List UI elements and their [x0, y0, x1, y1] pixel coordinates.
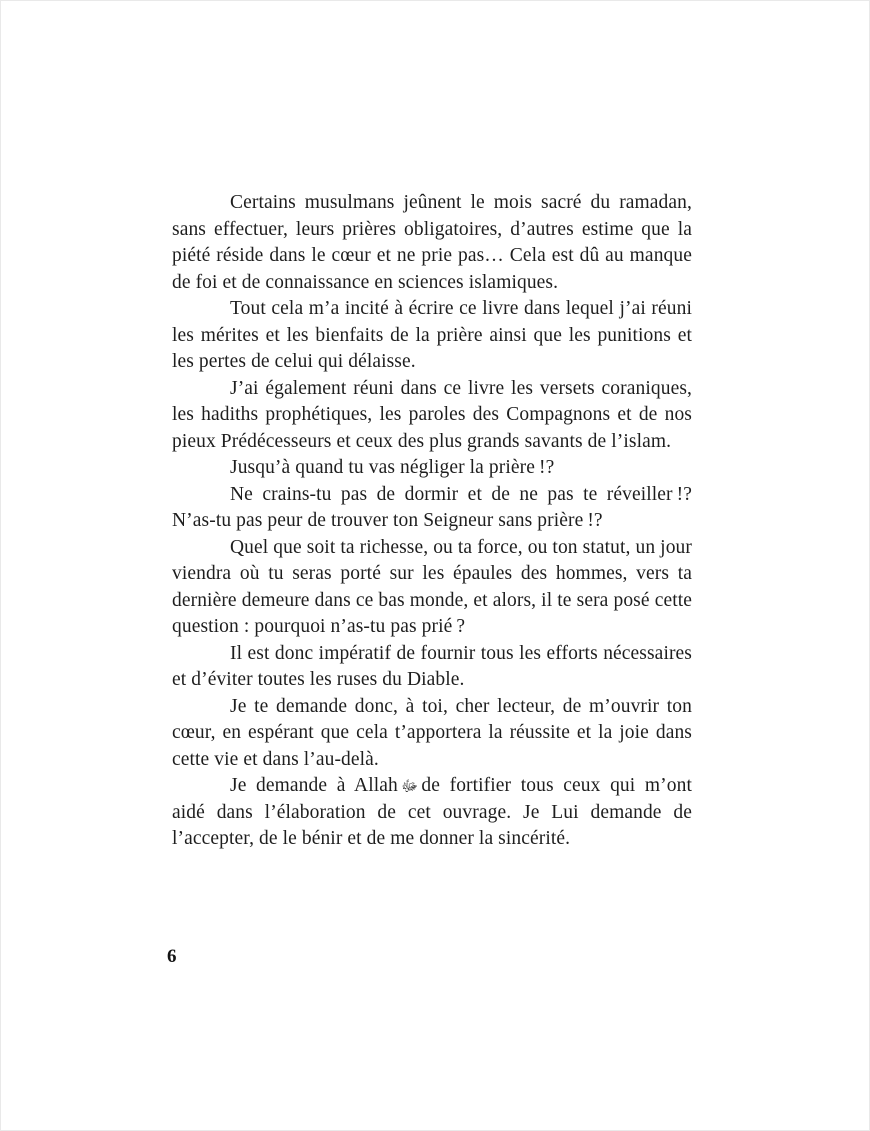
paragraph: J’ai également réuni dans ce livre les versets coraniques, les hadiths prophétiques, les paroles des Compagnons et de nos pieux Prédécesseurs et ceux des plus grands savants de l’islam.	[172, 377, 692, 452]
paragraph: Il est donc impératif de fournir tous les efforts nécessaires et d’éviter toutes les ruses du Diable.	[172, 642, 692, 690]
paragraph: Jusqu’à quand tu vas négliger la prière !?	[230, 457, 555, 478]
paragraph: Certains musulmans jeûnent le mois sacré du ramadan, sans effectuer, leurs prières obligatoires, d’autres estime que la piété réside dans le cœur et ne prie pas… Cela est dû au manque de foi et de connaissance en sciences islamiques.	[172, 192, 692, 293]
paragraph: Quel que soit ta richesse, ou ta force, ou ton statut, un jour viendra où tu seras porté sur les épaules des hommes, vers ta dernière demeure dans ce bas monde, et alors, il te sera posé cette question : pourquoi n’as-tu pas prié ?	[172, 536, 692, 637]
page-number: 6	[167, 946, 177, 967]
text-block	[172, 190, 692, 853]
paragraph: Je te demande donc, à toi, cher lecteur, de m’ouvrir ton cœur, en espérant que cela t’apportera la réussite et la joie dans cette vie et dans l’au-delà.	[172, 695, 692, 770]
paragraph: Ne crains-tu pas de dormir et de ne pas te réveiller !? N’as-tu pas peur de trouver ton Seigneur sans prière !?	[172, 483, 692, 531]
allah-honorific-icon: ﷻ	[401, 777, 419, 795]
paragraph: Tout cela m’a incité à écrire ce livre dans lequel j’ai réuni les mérites et les bienfaits de la prière ainsi que les punitions et les pertes de celui qui délaisse.	[172, 298, 692, 372]
paragraph	[172, 773, 692, 853]
paragraph-text: Je demande à Allah	[230, 775, 398, 796]
paragraph-text: de fortifier tous ceux qui m’ont aidé dans l’élaboration de cet ouvrage. Je Lui demande de l’accepter, de le bénir et de me donner la sincérité.	[172, 775, 692, 849]
